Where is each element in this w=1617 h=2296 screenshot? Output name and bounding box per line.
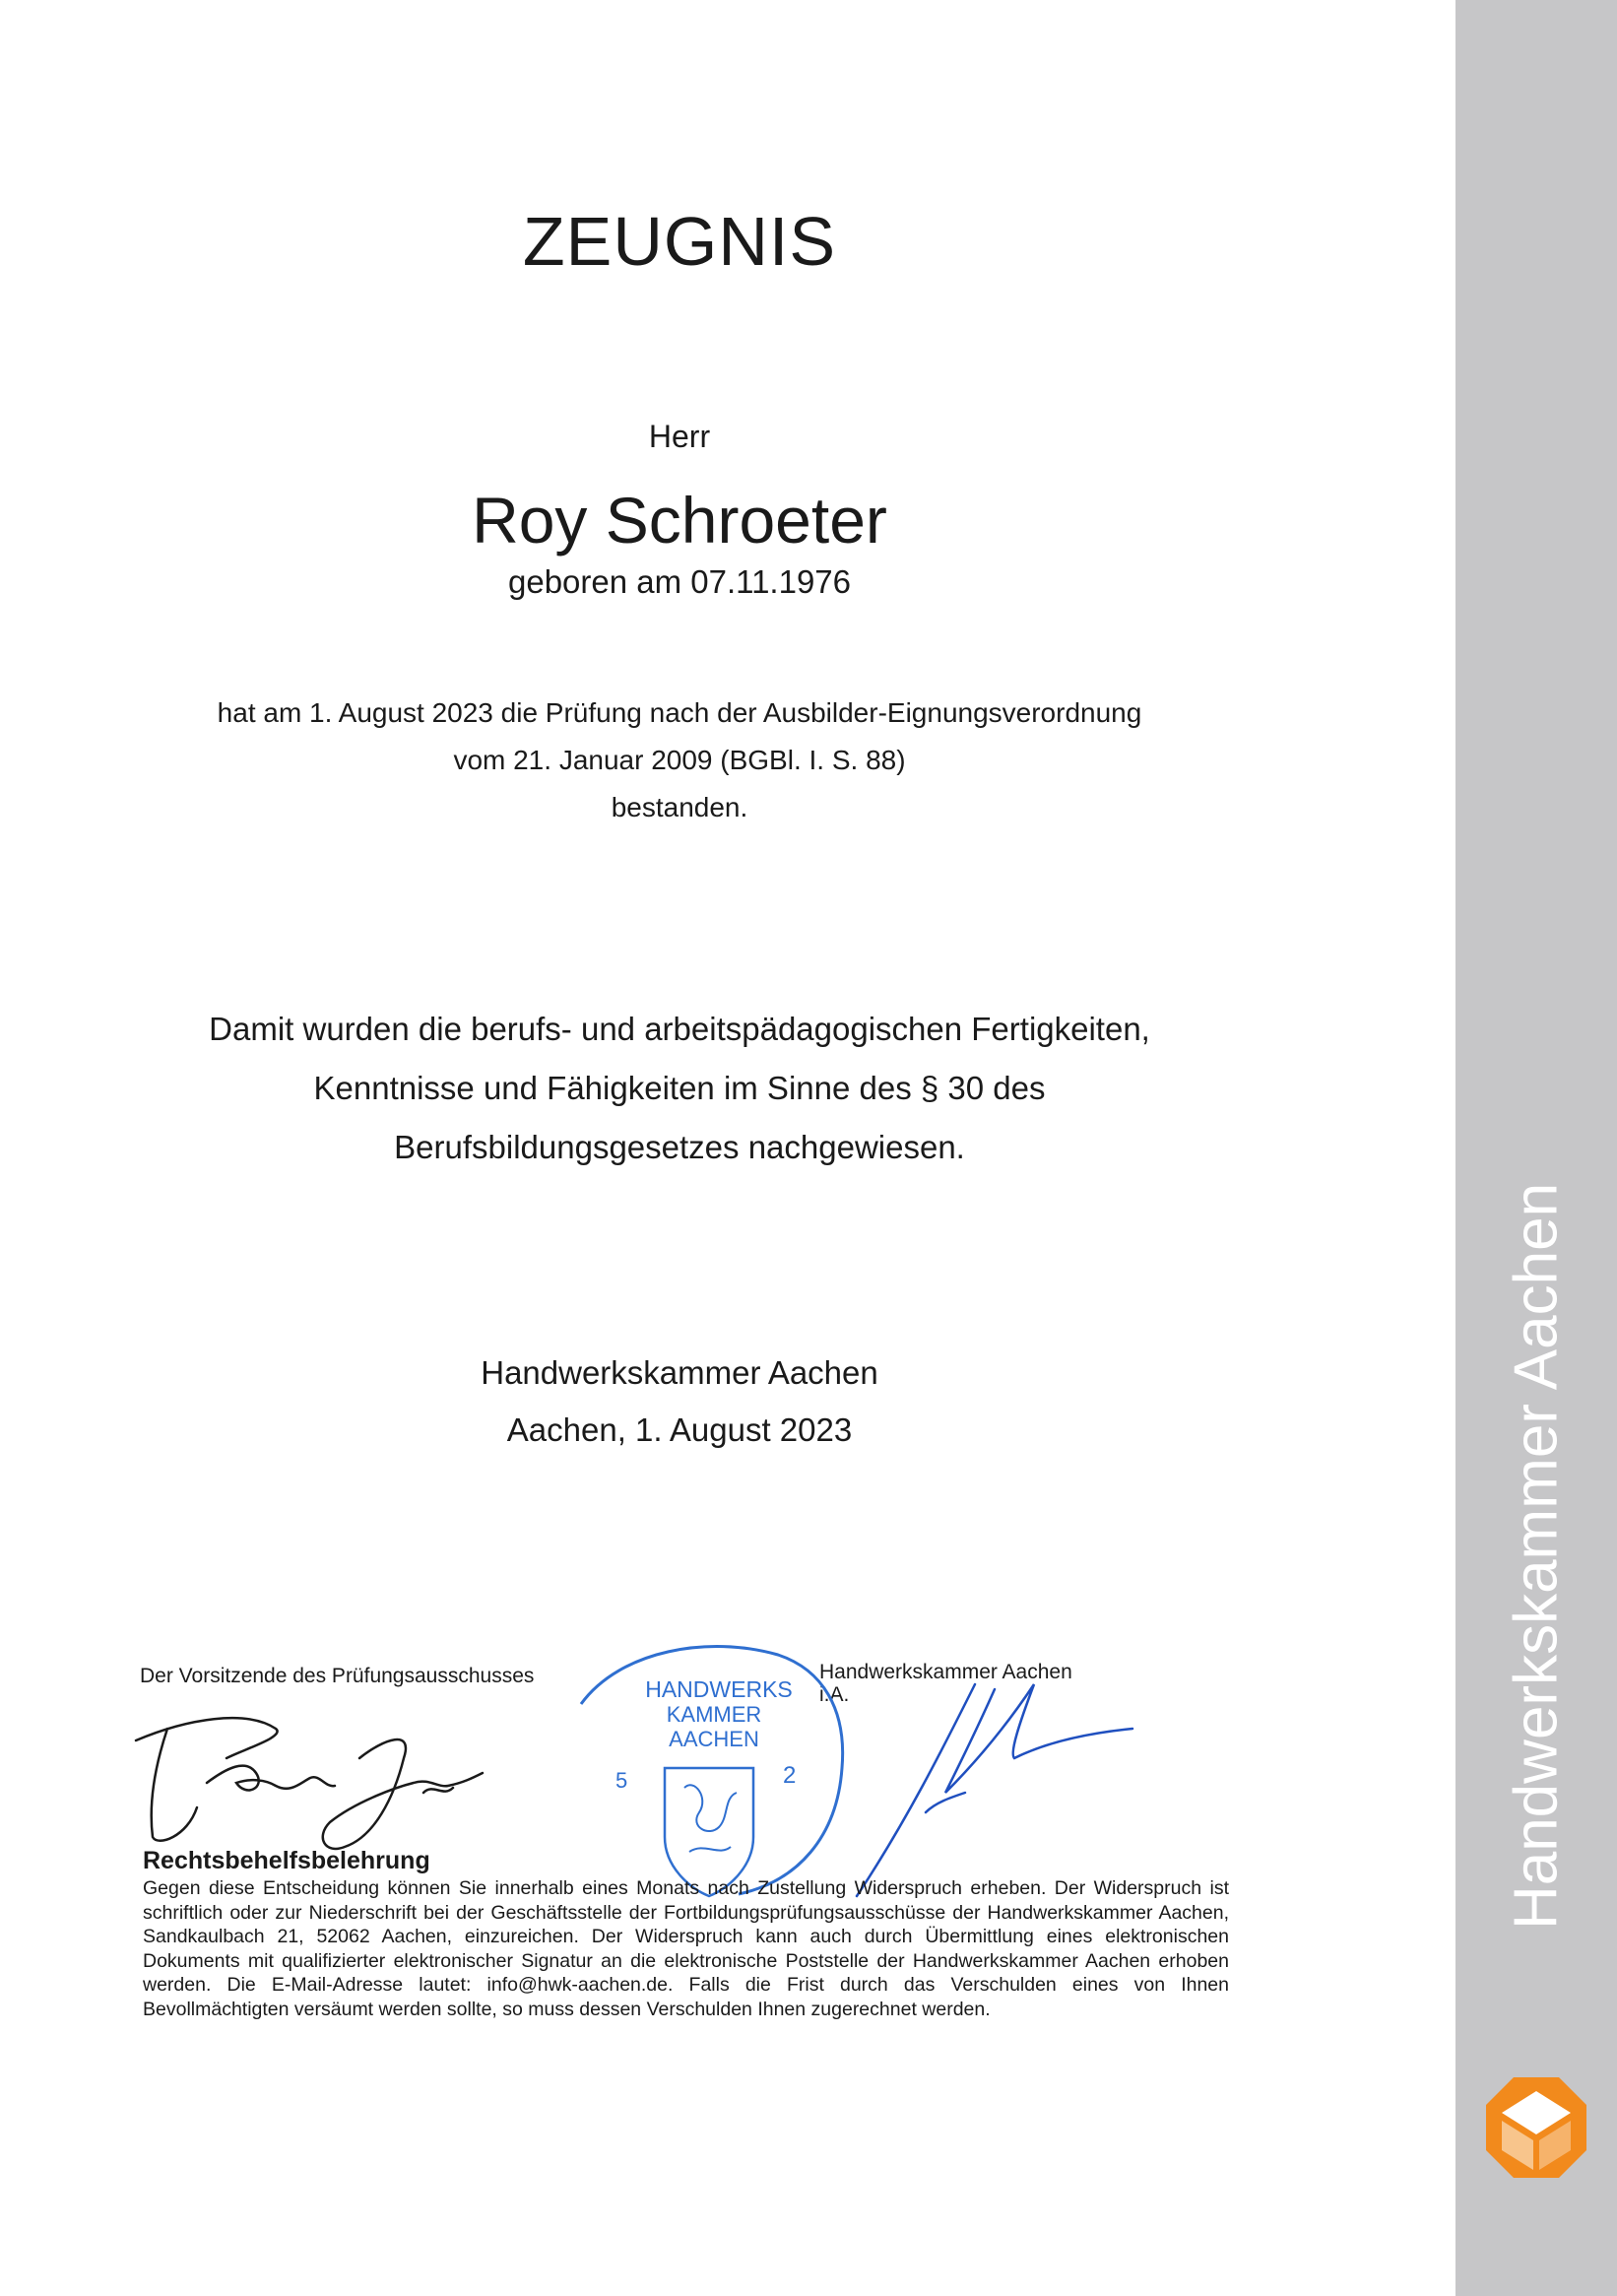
conclusion-line: Berufsbildungsgesetzes nachgewiesen. xyxy=(394,1129,965,1165)
chairman-label: Der Vorsitzende des Prüfungsausschusses xyxy=(140,1665,535,1687)
legal-notice-text: Gegen diese Entscheidung können Sie innerhalb eines Monats nach Zustellung Widerspruch erheben. Der Widerspruch ist schriftlich oder zur Niederschrift bei der Geschäftsstelle der Fortbildungsprüfungsausschüsse der Handwerkskammer Aachen, Sandkaulbach 21, 52062 Aachen, einzureichen. Der Widerspruch kann auch durch Übermittlung eines elektronischen Dokuments mit qualifizierter elektronischer Signatur an die elektronische Poststelle der Handwerkskammer Aachen erhoben werden. Die E-Mail-Adresse lautet: info@hwk-aachen.de. Falls die Frist durch das Verschulden eines von Ihnen Bevollmächtigten versäumt werden sollte, so muss dessen Verschulden Ihnen zugerechnet werden. xyxy=(143,1877,1229,2020)
chamber-signature xyxy=(847,1665,1142,1911)
chamber-signature-label-line1: Handwerkskammer Aachen xyxy=(819,1661,1072,1683)
legal-notice-title: Rechtsbehelfsbelehrung xyxy=(143,1847,430,1874)
statement-line: hat am 1. August 2023 die Prüfung nach der Ausbilder-Eignungsverordnung xyxy=(217,697,1142,728)
document-title: ZEUGNIS xyxy=(522,203,837,280)
seal-text-line1: HANDWERKS xyxy=(645,1676,793,1702)
birth-date: geboren am 07.11.1976 xyxy=(508,563,851,600)
statement-line: bestanden. xyxy=(611,792,748,822)
conclusion-line: Damit wurden die berufs- und arbeitspädagogischen Fertigkeiten, xyxy=(209,1011,1150,1047)
official-seal xyxy=(561,1630,857,1906)
exam-statement xyxy=(187,689,1172,831)
issue-place-date: Aachen, 1. August 2023 xyxy=(506,1411,853,1448)
chamber-signature-label-line2: i.A. xyxy=(819,1683,850,1706)
chairman-signature xyxy=(128,1689,502,1862)
chamber-logo-icon xyxy=(1482,2073,1590,2182)
sidebar-brand-text xyxy=(1455,1059,1617,2054)
issuer-name: Handwerkskammer Aachen xyxy=(481,1354,878,1391)
salutation: Herr xyxy=(648,419,711,454)
seal-right-number: 2 xyxy=(783,1762,797,1789)
statement-line: vom 21. Januar 2009 (BGBl. I. S. 88) xyxy=(453,745,906,775)
seal-text-line2: KAMMER xyxy=(666,1702,762,1727)
conclusion-line: Kenntnisse und Fähigkeiten im Sinne des § 30 des xyxy=(313,1070,1046,1106)
seal-left-number: 5 xyxy=(615,1768,628,1793)
conclusion-statement xyxy=(148,1000,1211,1177)
recipient-name: Roy Schroeter xyxy=(472,484,887,557)
sidebar-brand-label: Handwerkskammer Aachen xyxy=(1502,1182,1571,1931)
issuer-block xyxy=(0,1345,1359,1459)
seal-text-line3: AACHEN xyxy=(669,1727,759,1751)
